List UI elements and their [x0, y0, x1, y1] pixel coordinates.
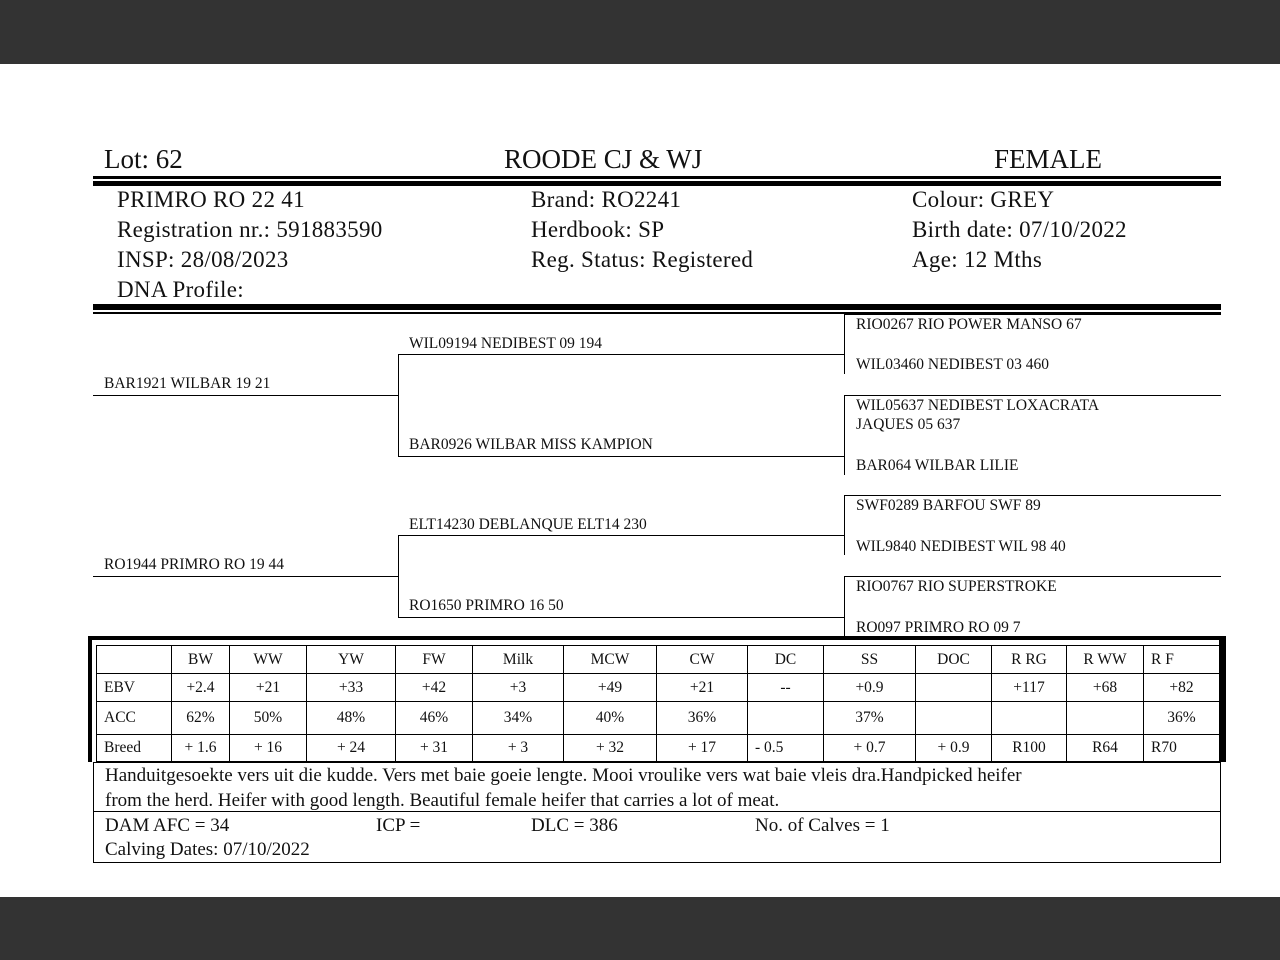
animal-sex: FEMALE [994, 144, 1102, 174]
dam-info-box [93, 811, 1221, 863]
ebv-header-cell: MCW [564, 646, 657, 674]
pedigree-connector [844, 576, 845, 636]
pedigree-ggp: WIL9840 NEDIBEST WIL 98 40 [856, 538, 1066, 555]
pedigree-dam-sire: ELT14230 DEBLANQUE ELT14 230 [409, 516, 647, 533]
breed-cell: R100 [992, 735, 1067, 762]
dam-afc: DAM AFC = 34 [105, 815, 230, 836]
pedigree-connector [398, 354, 399, 456]
ebv-cell: +117 [992, 674, 1067, 702]
pedigree-ggp: BAR064 WILBAR LILIE [856, 457, 1019, 474]
birth-date: Birth date: 07/10/2022 [912, 217, 1127, 242]
pedigree-sire-dam: BAR0926 WILBAR MISS KAMPION [409, 436, 653, 453]
pedigree-ggp: WIL05637 NEDIBEST LOXACRATA [856, 397, 1100, 414]
pedigree-line [398, 617, 844, 618]
pedigree-connector [398, 535, 399, 617]
insp-date: INSP: 28/08/2023 [117, 247, 289, 272]
pedigree-connector [844, 314, 845, 374]
ebv-header-cell: DC [748, 646, 824, 674]
breed-cell: - 0.5 [748, 735, 824, 762]
pedigree-line [844, 314, 1221, 315]
breed-cell: + 31 [396, 735, 473, 762]
ebv-cell: +68 [1067, 674, 1144, 702]
ebv-header-cell: Milk [473, 646, 564, 674]
ebv-header-cell: R RG [992, 646, 1067, 674]
dam-calves: No. of Calves = 1 [755, 815, 890, 836]
age: Age: 12 Mths [912, 247, 1043, 272]
pedigree-ggp: RIO0767 RIO SUPERSTROKE [856, 578, 1057, 595]
acc-cell: 34% [473, 702, 564, 735]
pedigree-sire: BAR1921 WILBAR 19 21 [104, 375, 271, 392]
acc-cell: 36% [657, 702, 748, 735]
ebv-header-cell: DOC [916, 646, 992, 674]
ebv-header-cell: WW [230, 646, 307, 674]
acc-cell: 62% [172, 702, 230, 735]
ebv-cell: +21 [657, 674, 748, 702]
acc-cell: 50% [230, 702, 307, 735]
pedigree-connector [844, 395, 845, 475]
dam-dlc: DLC = 386 [531, 815, 618, 836]
ebv-header-cell: YW [307, 646, 396, 674]
ebv-cell: +0.9 [824, 674, 916, 702]
ebv-cell: +2.4 [172, 674, 230, 702]
breed-cell: + 0.7 [824, 735, 916, 762]
ebv-cell [916, 674, 992, 702]
breed-cell: R64 [1067, 735, 1144, 762]
acc-cell: 48% [307, 702, 396, 735]
registration-number: Registration nr.: 591883590 [117, 217, 383, 242]
colour: Colour: GREY [912, 187, 1055, 212]
pedigree-line [398, 354, 844, 355]
pedigree-line [93, 576, 398, 577]
pedigree-dam-dam: RO1650 PRIMRO 16 50 [409, 597, 564, 614]
pedigree-ggp: RO097 PRIMRO RO 09 7 [856, 619, 1021, 636]
ebv-cell: -- [748, 674, 824, 702]
ebv-header-cell: BW [172, 646, 230, 674]
breed-cell: + 24 [307, 735, 396, 762]
reg-status: Reg. Status: Registered [531, 247, 754, 272]
header-rule-thin [93, 176, 1221, 179]
pedigree-dam: RO1944 PRIMRO RO 19 44 [104, 556, 284, 573]
ebv-cell: +33 [307, 674, 396, 702]
breed-cell: + 32 [564, 735, 657, 762]
acc-cell [916, 702, 992, 735]
breeder-name: ROODE CJ & WJ [504, 144, 703, 174]
ebv-table [96, 645, 1220, 762]
acc-cell: 40% [564, 702, 657, 735]
acc-cell [992, 702, 1067, 735]
acc-cell: 36% [1144, 702, 1220, 735]
acc-cell [1067, 702, 1144, 735]
pedigree-ggp: RIO0267 RIO POWER MANSO 67 [856, 316, 1082, 333]
pedigree-ggp: JAQUES 05 637 [856, 416, 961, 433]
ebv-header-cell: FW [396, 646, 473, 674]
pedigree-line [844, 495, 1221, 496]
ebv-row [97, 674, 1220, 702]
pedigree-sire-sire: WIL09194 NEDIBEST 09 194 [409, 335, 603, 352]
ebv-cell: +49 [564, 674, 657, 702]
ebv-cell: +82 [1144, 674, 1220, 702]
ebv-cell: +21 [230, 674, 307, 702]
pedigree-line [398, 535, 844, 536]
pedigree-ggp: SWF0289 BARFOU SWF 89 [856, 497, 1041, 514]
bottom-letterbox-bar [0, 897, 1280, 960]
acc-row [97, 702, 1220, 735]
pedigree-connector [844, 495, 845, 555]
calving-dates: Calving Dates: 07/10/2022 [105, 839, 310, 860]
brand: Brand: RO2241 [531, 187, 682, 212]
acc-cell: 37% [824, 702, 916, 735]
lot-number: Lot: 62 [104, 144, 183, 174]
herdbook: Herdbook: SP [531, 217, 665, 242]
description-line: Handuitgesoekte vers uit die kudde. Vers met baie goeie lengte. Mooi vroulike vers wat baie vleis dra.Handpicked heifer [105, 765, 1022, 786]
pedigree-line [93, 395, 398, 396]
ebv-header-cell: R F [1144, 646, 1220, 674]
description-line: from the herd. Heifer with good length. Beautiful female heifer that carries a lot of meat. [105, 790, 780, 811]
ebv-header-cell: SS [824, 646, 916, 674]
pedigree-line [398, 456, 844, 457]
pedigree-ggp: WIL03460 NEDIBEST 03 460 [856, 356, 1050, 373]
ebv-cell: +3 [473, 674, 564, 702]
dna-profile: DNA Profile: [117, 277, 244, 302]
top-letterbox-bar [0, 0, 1280, 64]
ebv-header-cell [97, 646, 172, 674]
pedigree-line [844, 576, 1221, 577]
animal-name: PRIMRO RO 22 41 [117, 187, 305, 212]
ebv-header-cell: R WW [1067, 646, 1144, 674]
breed-cell: + 17 [657, 735, 748, 762]
breed-cell: R70 [1144, 735, 1220, 762]
breed-cell: + 1.6 [172, 735, 230, 762]
info-rule-thick [93, 304, 1221, 310]
header-rule-thick [93, 181, 1221, 186]
ebv-header-row [97, 646, 1220, 674]
pedigree-line [844, 395, 1221, 396]
breed-cell: + 16 [230, 735, 307, 762]
ebv-cell: +42 [396, 674, 473, 702]
breed-row-label: Breed [97, 735, 172, 762]
breed-cell: + 3 [473, 735, 564, 762]
description-box [93, 762, 1221, 812]
acc-cell: 46% [396, 702, 473, 735]
acc-row-label: ACC [97, 702, 172, 735]
dam-icp: ICP = [376, 815, 421, 836]
acc-cell [748, 702, 824, 735]
breed-row [97, 735, 1220, 762]
ebv-row-label: EBV [97, 674, 172, 702]
ebv-header-cell: CW [657, 646, 748, 674]
breed-cell: + 0.9 [916, 735, 992, 762]
